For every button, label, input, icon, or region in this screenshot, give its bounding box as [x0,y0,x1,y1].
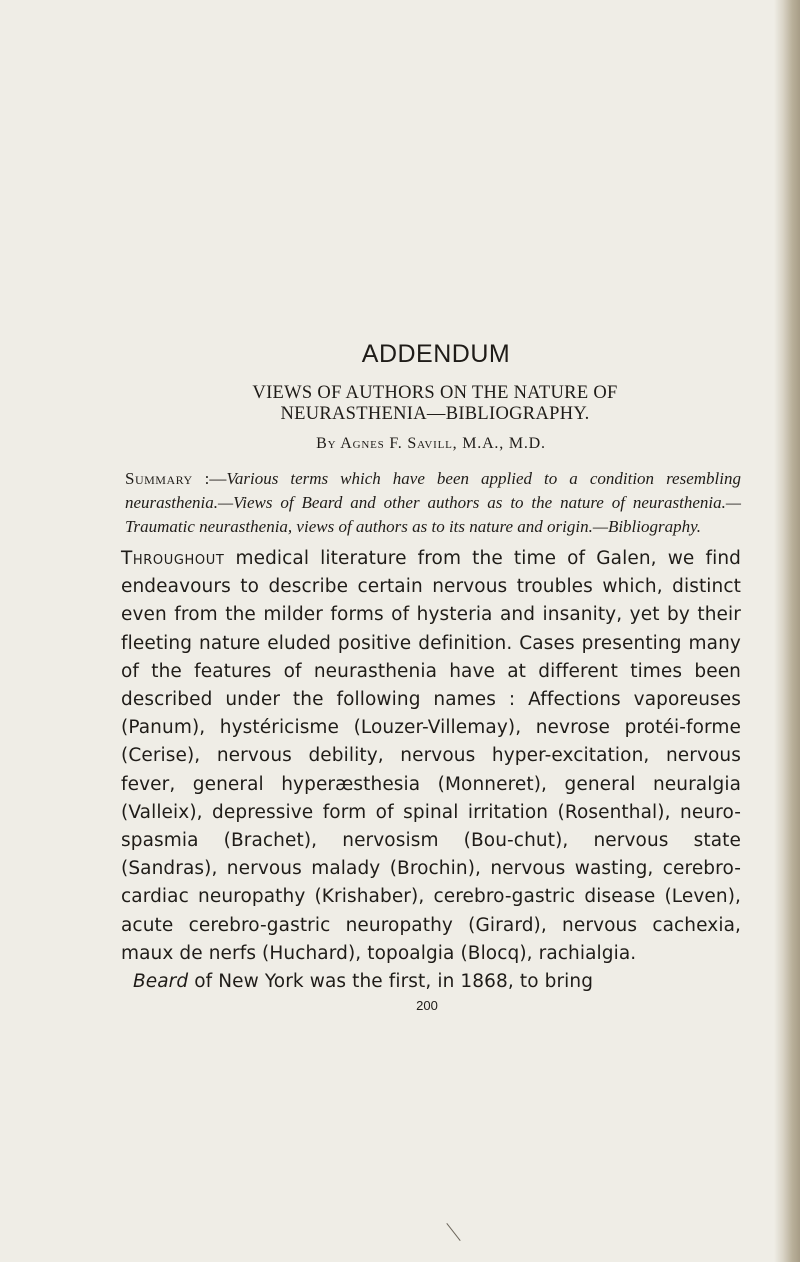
summary-separator: :— [192,469,227,488]
page-edge-shadow [774,0,800,1262]
body-paragraph-2 [121,968,741,996]
pencil-mark [446,1223,460,1241]
summary-text: Various terms which have been applied to a condition resembling neurasthenia.—Views of Beard and other authors as to the nature of neurasthenia.—Traumatic neurasthenia, views of authors as to its nature and origin.—Bibliography. [125,469,741,536]
opening-word: Throughout [121,548,225,569]
title-line-2: NEURASTHENIA—BIBLIOGRAPHY. [280,404,590,424]
paragraph-1-text: medical literature from the time of Galen, we find endeavours to describe certain nervous troubles which, distinct even from the milder forms of hysteria and insanity, yet by their fleeting nature eluded positive definition. Cases presenting many of the features of neurasthenia have at different times been described under the following names : Affections vaporeuses (Panum), hystéricisme (Louzer-Villemay), nevrose protéi-forme (Cerise), nervous debility, nervous hyper-excitation, nervous fever, general hyperæsthesia (Monneret), general neuralgia (Valleix), depressive form of spinal irritation (Rosenthal), neuro-spasmia (Brachet), nervosism (Bou-chut), nervous state (Sandras), nervous malady (Brochin), nervous wasting, cerebro-cardiac neuropathy (Krishaber), cerebro-gastric disease (Leven), acute cerebro-gastric neuropathy (Girard), nervous cachexia, maux de nerfs (Huchard), topoalgia (Blocq), rachialgia. [121,548,741,964]
page-content [121,340,741,1013]
beard-name: Beard [132,971,189,993]
body-paragraph-1 [121,545,741,968]
summary-paragraph [125,467,741,539]
title-line-1: VIEWS OF AUTHORS ON THE NATURE OF [252,383,618,403]
paragraph-2-text: of New York was the first, in 1868, to bring [188,971,594,993]
summary-label: Summary [125,469,193,488]
section-heading: ADDENDUM [361,340,511,368]
page-number: 200 [416,998,438,1014]
author-byline: By Agnes F. Savill, M.A., M.D. [316,435,546,452]
article-title [129,383,741,425]
